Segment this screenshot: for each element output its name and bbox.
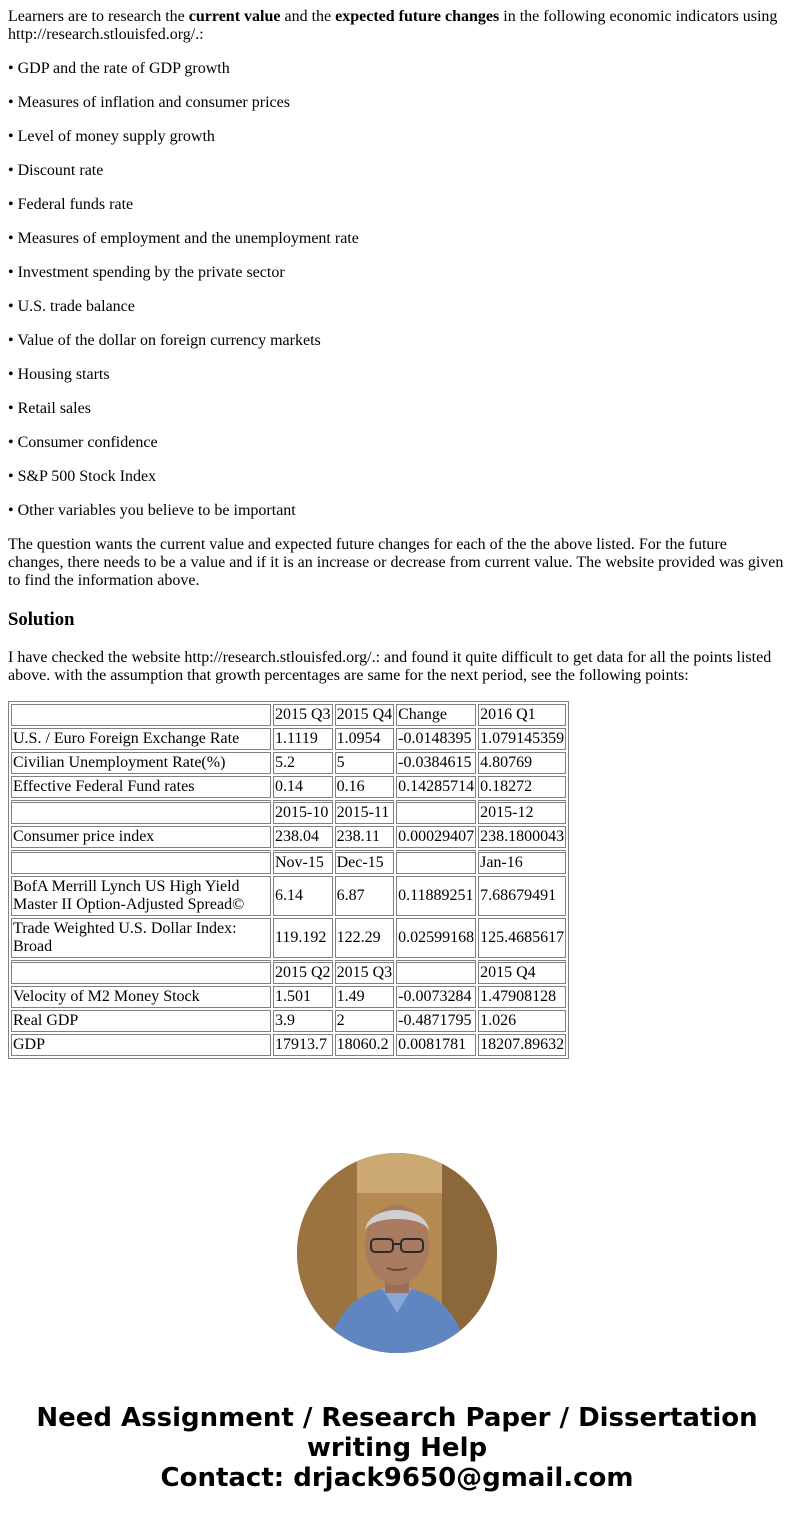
table-row-label: Trade Weighted U.S. Dollar Index: Broad <box>11 918 271 958</box>
table-cell: 0.18272 <box>478 776 566 798</box>
table-cell: 0.0081781 <box>396 1034 476 1056</box>
bullet-item: • Investment spending by the private sector <box>8 264 285 281</box>
bullet-item: • S&P 500 Stock Index <box>8 468 157 485</box>
table-row-label: Velocity of M2 Money Stock <box>11 986 271 1008</box>
table-cell: 238.11 <box>335 826 395 848</box>
table-cell: 2015 Q4 <box>335 704 395 726</box>
table-cell: 2016 Q1 <box>478 704 566 726</box>
table-row-label: BofA Merrill Lynch US High Yield Master II Option-Adjusted Spread© <box>11 876 271 916</box>
table-cell: 119.192 <box>273 918 333 958</box>
footer-line: Need Assignment / Research Paper / Dissertation <box>36 1403 758 1433</box>
table-cell: 6.87 <box>335 876 395 916</box>
portrait-image <box>297 1153 497 1353</box>
table-cell: 2015-11 <box>335 800 395 824</box>
table-cell: 1.501 <box>273 986 333 1008</box>
table-cell: 18207.89632 <box>478 1034 566 1056</box>
bullet-item: • Federal funds rate <box>8 196 134 213</box>
table-cell: 5.2 <box>273 752 333 774</box>
table-cell: 4.80769 <box>478 752 566 774</box>
table-row <box>11 876 566 916</box>
table-cell: Dec-15 <box>335 850 395 874</box>
bullet-item: • Consumer confidence <box>8 434 158 451</box>
table-cell: 238.1800043 <box>478 826 566 848</box>
bullet-item: • Level of money supply growth <box>8 128 215 145</box>
table-cell: Nov-15 <box>273 850 333 874</box>
table-cell: 5 <box>335 752 395 774</box>
table-row-label: GDP <box>11 1034 271 1056</box>
table-cell: 1.026 <box>478 1010 566 1032</box>
table-cell: 7.68679491 <box>478 876 566 916</box>
table-cell: 0.16 <box>335 776 395 798</box>
indicator-table <box>8 701 569 1059</box>
intro-text: in the following economic indicators using http://research.stlouisfed.org/.: <box>8 8 778 43</box>
table-cell: 0.00029407 <box>396 826 476 848</box>
footer-line: writing Help <box>306 1433 488 1463</box>
table-cell: 6.14 <box>273 876 333 916</box>
intro-paragraph <box>8 8 786 44</box>
table-row-label <box>11 960 271 984</box>
table-row <box>11 918 566 958</box>
table-row <box>11 752 566 774</box>
bullet-item: • Other variables you believe to be important <box>8 502 296 519</box>
table-cell: 2 <box>335 1010 395 1032</box>
bullet-item: • Retail sales <box>8 400 91 417</box>
bullet-item: • Measures of inflation and consumer prices <box>8 94 290 111</box>
table-row <box>11 850 566 874</box>
table-cell: 2015 Q2 <box>273 960 333 984</box>
table-cell: 238.04 <box>273 826 333 848</box>
table-cell: 2015-10 <box>273 800 333 824</box>
table-row-label: U.S. / Euro Foreign Exchange Rate <box>11 728 271 750</box>
table-cell: 0.14285714 <box>396 776 476 798</box>
table-row <box>11 1010 566 1032</box>
table-cell: 1.1119 <box>273 728 333 750</box>
table-cell: -0.4871795 <box>396 1010 476 1032</box>
table-cell: 1.0954 <box>335 728 395 750</box>
table-cell: Jan-16 <box>478 850 566 874</box>
table-cell <box>396 960 476 984</box>
table-cell <box>396 800 476 824</box>
bullet-item: • GDP and the rate of GDP growth <box>8 60 230 77</box>
author-portrait <box>297 1153 497 1353</box>
footer-contact: Contact: drjack9650@gmail.com <box>160 1463 634 1493</box>
table-cell: 1.079145359 <box>478 728 566 750</box>
table-cell: 2015 Q4 <box>478 960 566 984</box>
table-row-label <box>11 704 271 726</box>
bullet-item: • Housing starts <box>8 366 110 383</box>
intro-text: and the <box>280 8 336 25</box>
table-cell: 2015 Q3 <box>335 960 395 984</box>
bullet-item: • Discount rate <box>8 162 104 179</box>
table-cell: 3.9 <box>273 1010 333 1032</box>
table-cell: 1.47908128 <box>478 986 566 1008</box>
table-cell: 2015 Q3 <box>273 704 333 726</box>
footer-banner <box>0 1403 794 1493</box>
table-cell: 0.02599168 <box>396 918 476 958</box>
intro-bold-expected-changes: expected future changes <box>335 8 500 25</box>
bullet-item: • Value of the dollar on foreign currency markets <box>8 332 321 349</box>
table-row <box>11 986 566 1008</box>
table-row <box>11 1034 566 1056</box>
bullet-item: • Measures of employment and the unemployment rate <box>8 230 359 247</box>
table-row <box>11 776 566 798</box>
table-cell: 18060.2 <box>335 1034 395 1056</box>
table-row <box>11 826 566 848</box>
intro-text: Learners are to research the <box>8 8 189 25</box>
table-row-label <box>11 850 271 874</box>
table-cell <box>396 850 476 874</box>
table-row-label: Effective Federal Fund rates <box>11 776 271 798</box>
table-row <box>11 728 566 750</box>
table-cell: -0.0384615 <box>396 752 476 774</box>
table-cell: 125.4685617 <box>478 918 566 958</box>
solution-paragraph: I have checked the website http://research.stlouisfed.org/.: and found it quite difficult to get data for all the points listed above. with the assumption that growth percentages are same for the next period, see the following points: <box>8 649 772 684</box>
table-row <box>11 960 566 984</box>
table-cell: 0.11889251 <box>396 876 476 916</box>
table-cell: Change <box>396 704 476 726</box>
bullet-item: • U.S. trade balance <box>8 298 135 315</box>
table-row <box>11 800 566 824</box>
table-row <box>11 704 566 726</box>
bullet-list <box>8 60 786 520</box>
table-cell: 1.49 <box>335 986 395 1008</box>
table-row-label: Consumer price index <box>11 826 271 848</box>
table-cell: -0.0073284 <box>396 986 476 1008</box>
table-row-label <box>11 800 271 824</box>
table-row-label: Civilian Unemployment Rate(%) <box>11 752 271 774</box>
table-row-label: Real GDP <box>11 1010 271 1032</box>
intro-bold-current-value: current value <box>188 8 281 25</box>
table-cell: 0.14 <box>273 776 333 798</box>
table-cell: 17913.7 <box>273 1034 333 1056</box>
table-cell: -0.0148395 <box>396 728 476 750</box>
question-paragraph: The question wants the current value and expected future changes for each of the the above listed. For the future changes, there needs to be a value and if it is an increase or decrease from current value. The website provided was given to find the information above. <box>8 536 784 589</box>
solution-heading: Solution <box>8 609 75 630</box>
table-cell: 2015-12 <box>478 800 566 824</box>
table-cell: 122.29 <box>335 918 395 958</box>
